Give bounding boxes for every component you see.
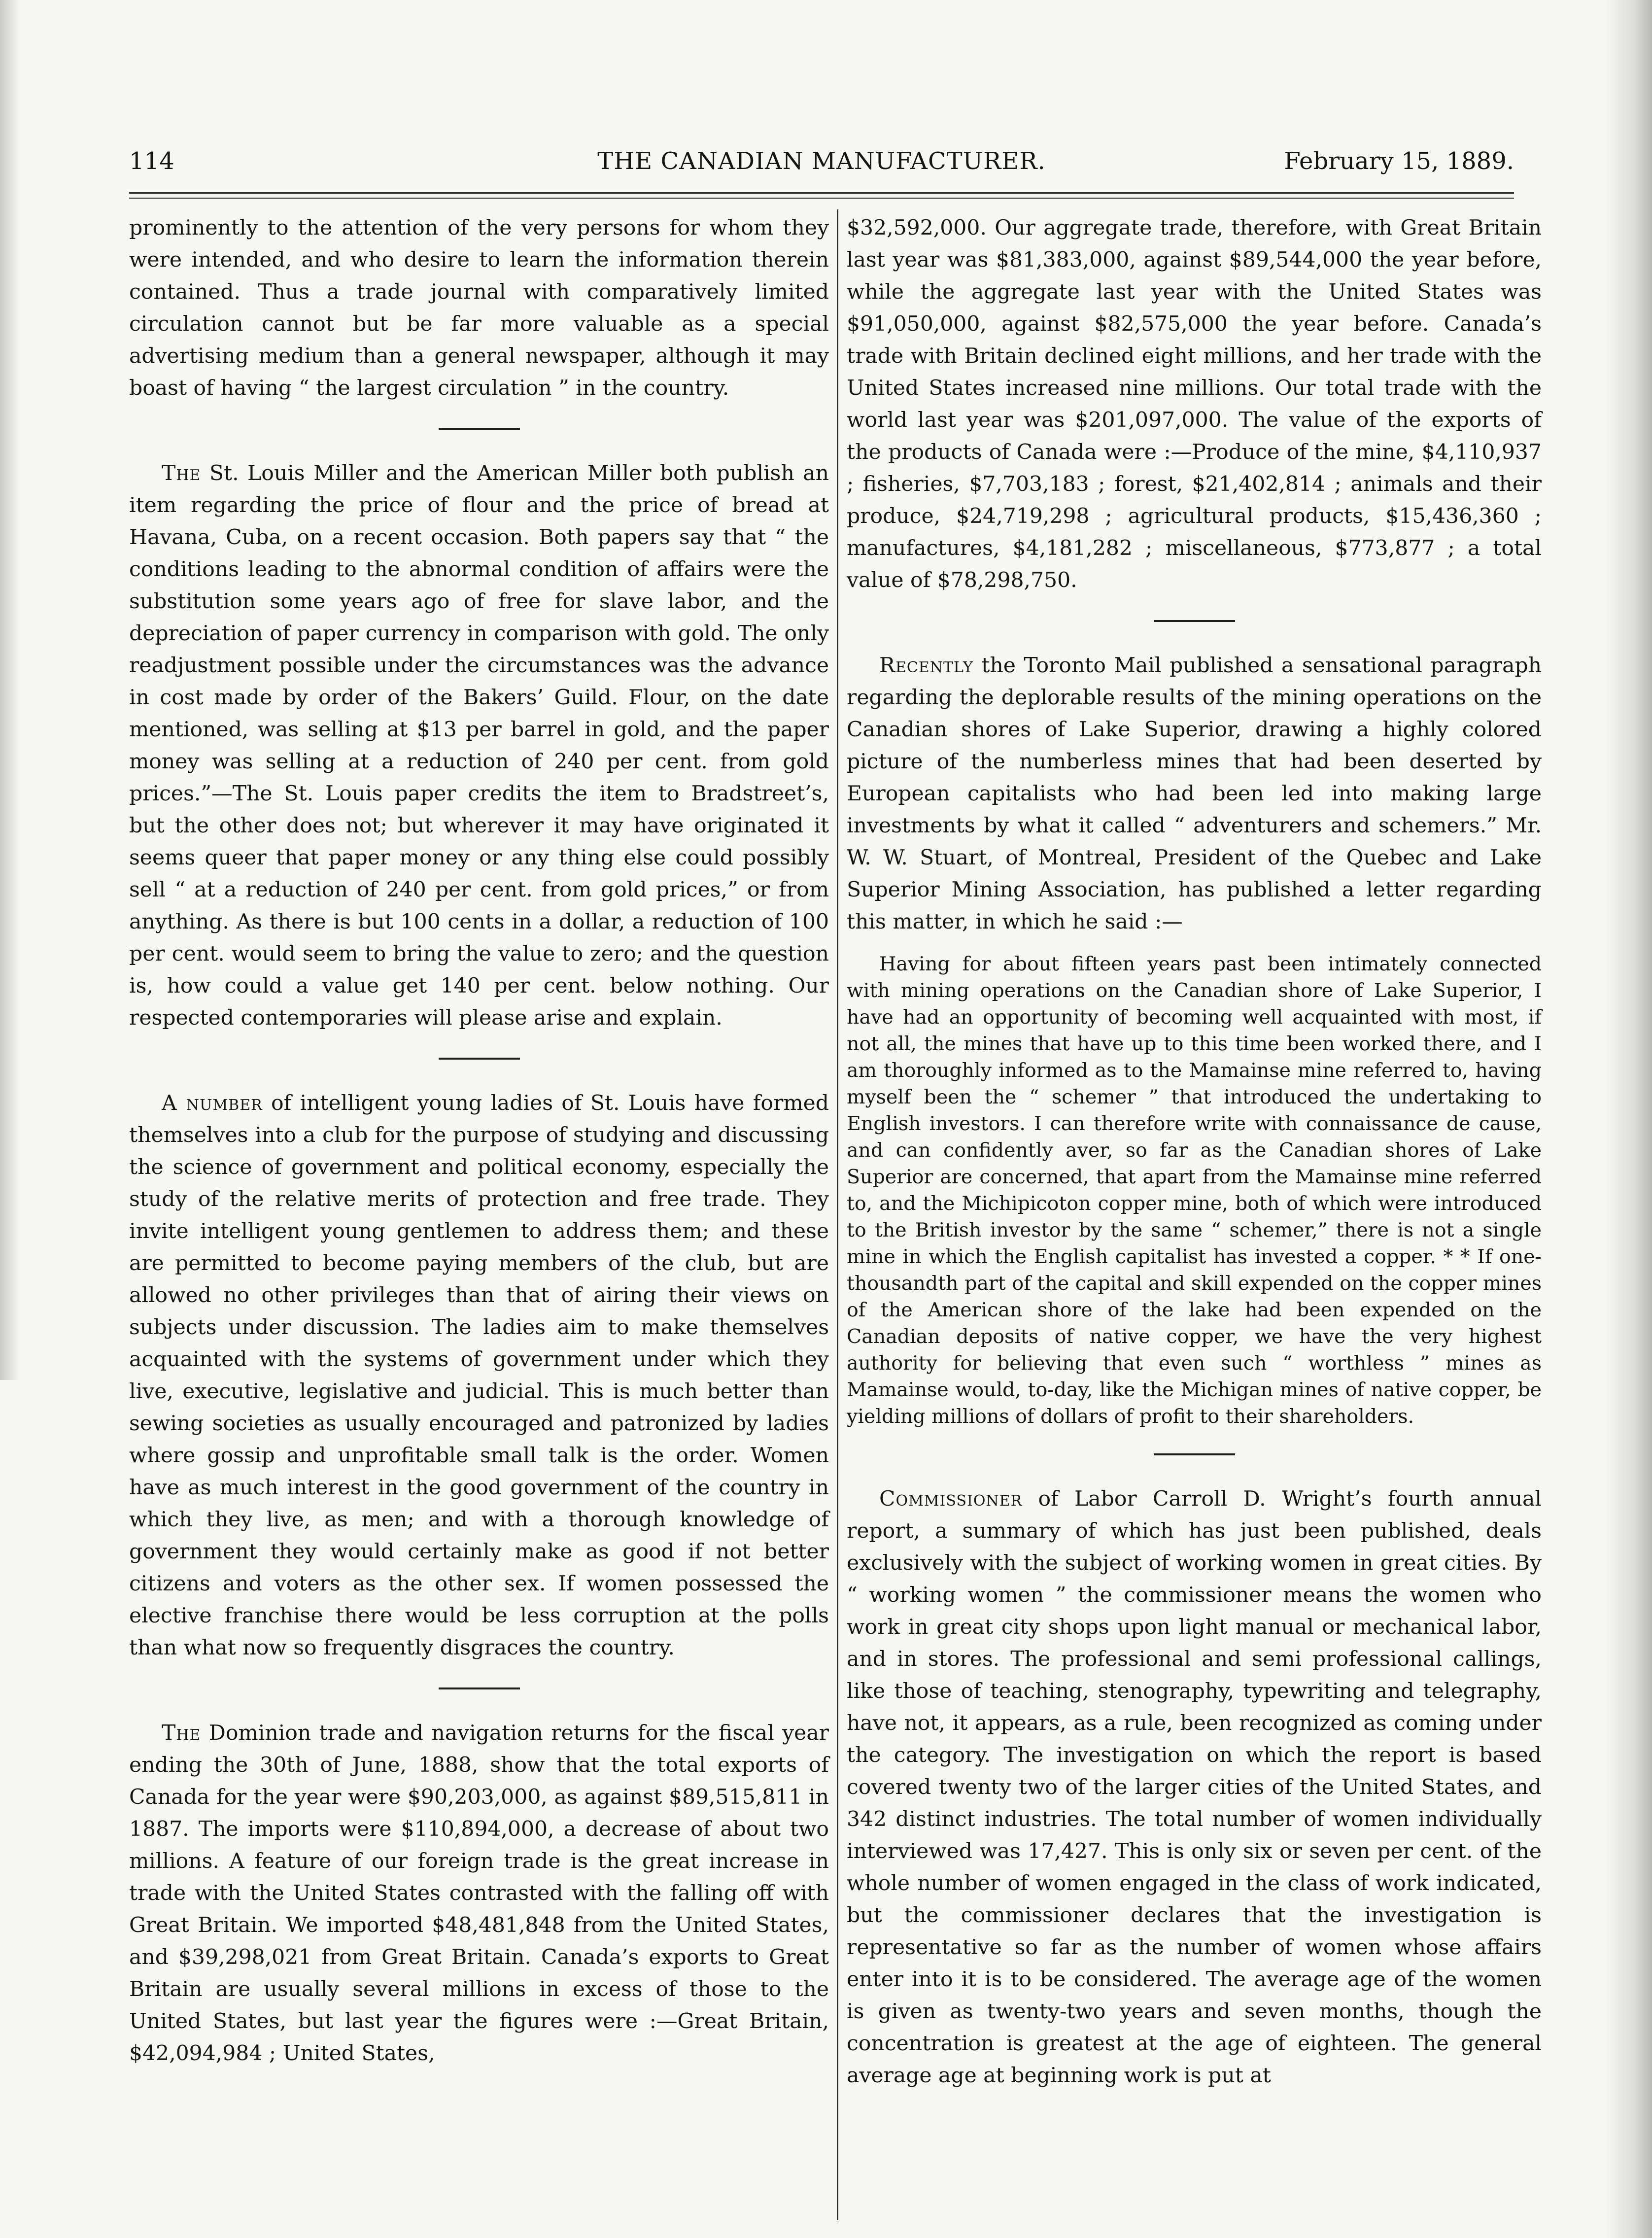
article-body: Dominion trade and navigation returns for the fiscal year ending the 30th of June, 1888, show that the total exports of Canada for the year were $90,203,000, as against $89,515,811 in 1887. The imports were $110,894,000, a decrease of about two millions. A feature of our foreign trade is the great increase in trade with the United States contrasted with the falling off with Great Britain. We imported $48,481,848 from the United States, and $39,298,021 from Great Britain. Canada’s exports to Great Britain are usually several millions in excess of those to the United States, but last year the figures were :—Great Britain, $42,094,984 ; United States, [129, 1721, 829, 2066]
article-mining [847, 650, 1542, 938]
article-lead: A number [162, 1091, 263, 1115]
article-separator [439, 1058, 520, 1060]
column-divider [837, 209, 838, 2220]
article-separator [1154, 620, 1235, 622]
article-labor-report [847, 1483, 1542, 2092]
article-lead: The [162, 1721, 201, 1745]
article-separator [439, 428, 520, 430]
article-lead: Commissioner [879, 1487, 1023, 1511]
article-continuation: prominently to the attention of the very persons for whom they were intended, and who desire to learn the information therein contained. Thus a trade journal with comparatively limited circulation cannot but be far more valuable as a special advertising medium than a general newspaper, although it may boast of having “ the largest circulation ” in the country. [129, 216, 829, 400]
article-dominion-trade-continued: $32,592,000. Our aggregate trade, therefore, with Great Britain last year was $81,383,000, against $89,544,000 the year before, while the aggregate last year with the United States was $91,050,000, against $82,575,000 the year before. Canada’s trade with Britain declined eight millions, and her trade with the United States increased nine millions. Our total trade with the world last year was $201,097,000. The value of the exports of the products of Canada were :—Produce of the mine, $4,110,937 ; fisheries, $7,703,183 ; forest, $21,402,814 ; animals and their produce, $24,719,298 ; agricultural products, $15,436,360 ; manufactures, $4,181,282 ; miscellaneous, $773,877 ; a total value of $78,298,750. [847, 216, 1542, 592]
header-rule-bottom [129, 198, 1514, 199]
article-dominion-trade [129, 1717, 829, 2069]
scan-shadow-left [0, 0, 20, 1380]
page-header [129, 144, 1514, 178]
article-ladies-club [129, 1087, 829, 1664]
article-body: of intelligent young ladies of St. Louis have formed themselves into a club for the purpose of studying and discussing the science of government and political economy, especially the study of the relative merits of protection and free trade. They invite intelligent young gentlemen to address them; and these are permitted to become paying members of the club, but are allowed no other privileges than that of airing their views on subjects under discussion. The ladies aim to make themselves acquainted with the systems of government under which they live, executive, legislative and judicial. This is much better than sewing societies as usually encouraged and patronized by ladies where gossip and unprofitable small talk is the order. Women have as much interest in the good government of the country in which they live, as men; and with a thorough knowledge of government they would certainly make as good if not better citizens and voters as the other sex. If women possessed the elective franchise there would be less corruption at the polls than what now so frequently disgraces the country. [129, 1091, 829, 1660]
article-lead: The [162, 461, 201, 485]
issue-date: February 15, 1889. [1284, 147, 1514, 175]
page-number: 114 [129, 147, 174, 175]
article-miller [129, 457, 829, 1034]
left-column [129, 212, 829, 2069]
publication-title: THE CANADIAN MANUFACTURER. [597, 147, 1046, 175]
header-rule-top [129, 192, 1514, 194]
right-column [847, 212, 1542, 2092]
article-body: of Labor Carroll D. Wright’s fourth annual report, a summary of which has just been published, deals exclusively with the subject of working women in great cities. By “ working women ” the commissioner means the women who work in great city shops upon light manual or mechanical labor, and in stores. The professional and semi professional callings, like those of teaching, stenography, typewriting and telegraphy, have not, it appears, as a rule, been recognized as coming under the category. The investigation on which the report is based covered twenty two of the larger cities of the United States, and 342 distinct industries. The total number of women individually interviewed was 17,427. This is only six or seven per cent. of the whole number of women engaged in the class of work indicated, but the commissioner declares that the investigation is representative so far as the number of women whose affairs enter into it is to be considered. The average age of the women is given as twenty-two years and seven months, though the concentration is greatest at the age of eighteen. The general average age at beginning work is put at [847, 1487, 1542, 2088]
article-body: St. Louis Miller and the American Miller both publish an item regarding the price of flour and the price of bread at Havana, Cuba, on a recent occasion. Both papers say that “ the conditions leading to the abnormal condition of affairs were the substitution some years ago of free for slave labor, and the depreciation of paper currency in comparison with gold. The only readjustment possible under the circumstances was the advance in cost made by order of the Bakers’ Guild. Flour, on the date mentioned, was selling at $13 per barrel in gold, and the paper money was selling at a reduction of 240 per cent. from gold prices.”—The St. Louis paper credits the item to Bradstreet’s, but the other does not; but wherever it may have originated it seems queer that paper money or any thing else could possibly sell “ at a reduction of 240 per cent. from gold prices,” or from anything. As there is but 100 cents in a dollar, a reduction of 100 per cent. would seem to bring the value to zero; and the question is, how could a value get 140 per cent. below nothing. Our respected contemporaries will please arise and explain. [129, 461, 829, 1030]
article-lead: Recently [879, 654, 973, 678]
quoted-letter: Having for about fifteen years past been intimately connected with mining operations on the Canadian shore of Lake Superior, I have had an opportunity of becoming well acquainted with most, if not all, the mines that have up to this time been worked there, and I am thoroughly informed as to the Mamainse mine referred to, having myself been the “ schemer ” that introduced the undertaking to English investors. I can therefore write with connaissance de cause, and can confidently aver, so far as the Canadian shores of Lake Superior are concerned, that apart from the Mamainse mine referred to, and the Michipicoton copper mine, both of which were introduced to the British investor by the same “ schemer,” there is not a single mine in which the English capitalist has invested a copper. * * If one-thousandth part of the capital and skill expended on the copper mines of the American shore of the lake had been expended on the Canadian deposits of native copper, we have the very highest authority for believing that even such “ worthless ” mines as Mamainse would, to-day, like the Michigan mines of native copper, be yielding millions of dollars of profit to their shareholders. [847, 953, 1542, 1428]
article-separator [1154, 1453, 1235, 1455]
article-body: the Toronto Mail published a sensational paragraph regarding the deplorable results of the mining operations on the Canadian shores of Lake Superior, drawing a highly colored picture of the numberless mines that had been deserted by European capitalists who had been led into making large investments by what it called “ adventurers and schemers.” Mr. W. W. Stuart, of Montreal, President of the Quebec and Lake Superior Mining Association, has published a letter regarding this matter, in which he said :— [847, 654, 1542, 934]
article-separator [439, 1687, 520, 1689]
scan-shadow-right [1605, 0, 1652, 2238]
